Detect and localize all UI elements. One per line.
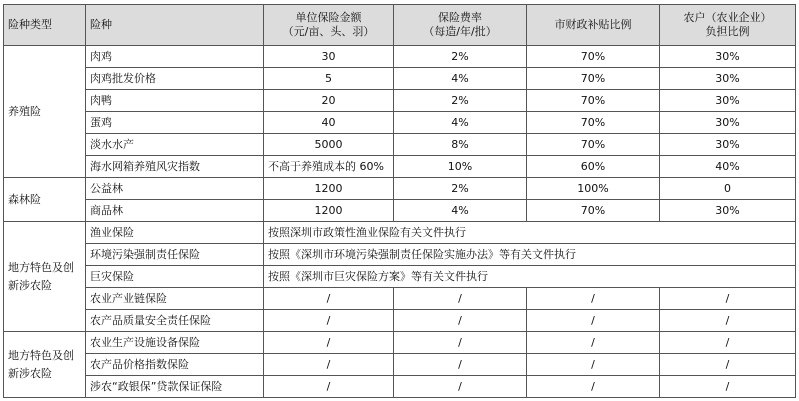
header-amount-line2: （元/亩、头、羽）: [282, 25, 375, 38]
farmer-cell: 30%: [660, 200, 796, 222]
subsidy-cell: 70%: [527, 134, 660, 156]
header-rate: [394, 5, 527, 46]
header-amount-line1: 单位保险金额: [295, 11, 362, 24]
header-type: 险种类型: [4, 5, 86, 46]
insurance-name: 淡水水产: [86, 134, 264, 156]
amount-cell: 30: [264, 46, 394, 68]
insurance-name: 农产品质量安全责任保险: [86, 310, 264, 332]
subsidy-cell: /: [527, 288, 660, 310]
insurance-name: 农业产业链保险: [86, 288, 264, 310]
insurance-name: 商品林: [86, 200, 264, 222]
table-row: [4, 310, 796, 332]
rate-cell: /: [394, 332, 527, 354]
table-row: [4, 200, 796, 222]
amount-cell: 5000: [264, 134, 394, 156]
rate-cell: /: [394, 288, 527, 310]
farmer-cell: 30%: [660, 46, 796, 68]
table-row: [4, 68, 796, 90]
insurance-name: 涉农“政银保”贷款保证保险: [86, 376, 264, 398]
subsidy-cell: /: [527, 354, 660, 376]
table-row: [4, 156, 796, 178]
insurance-name: 农业生产设施设备保险: [86, 332, 264, 354]
subsidy-cell: /: [527, 376, 660, 398]
amount-cell: /: [264, 354, 394, 376]
farmer-cell: 40%: [660, 156, 796, 178]
farmer-cell: 30%: [660, 134, 796, 156]
farmer-cell: /: [660, 310, 796, 332]
insurance-name: 肉鸭: [86, 90, 264, 112]
policy-note: 按照深圳市政策性渔业保险有关文件执行: [264, 222, 796, 244]
subsidy-cell: 100%: [527, 178, 660, 200]
rate-cell: 10%: [394, 156, 527, 178]
farmer-cell: /: [660, 354, 796, 376]
insurance-name: 蛋鸡: [86, 112, 264, 134]
amount-cell: 5: [264, 68, 394, 90]
rate-cell: 4%: [394, 200, 527, 222]
amount-cell: /: [264, 376, 394, 398]
header-subsidy: 市财政补贴比例: [527, 5, 660, 46]
header-rate-line1: 保险费率: [438, 11, 482, 24]
rate-cell: 2%: [394, 46, 527, 68]
farmer-cell: 30%: [660, 90, 796, 112]
rate-cell: /: [394, 354, 527, 376]
table-row: [4, 266, 796, 288]
header-row: [4, 5, 796, 46]
rate-cell: 4%: [394, 68, 527, 90]
insurance-name: 巨灾保险: [86, 266, 264, 288]
table-row: [4, 376, 796, 398]
table-row: [4, 90, 796, 112]
farmer-cell: /: [660, 332, 796, 354]
rate-cell: /: [394, 376, 527, 398]
category-forest: 森林险: [4, 178, 86, 222]
amount-cell: 20: [264, 90, 394, 112]
subsidy-cell: 70%: [527, 112, 660, 134]
insurance-name: 环境污染强制责任保险: [86, 244, 264, 266]
amount-cell: /: [264, 310, 394, 332]
table-row: [4, 46, 796, 68]
header-name: 险种: [86, 5, 264, 46]
insurance-name: 肉鸡批发价格: [86, 68, 264, 90]
table-row: [4, 354, 796, 376]
header-farmer-line1: 农户（农业企业）: [683, 11, 772, 24]
rate-cell: 2%: [394, 178, 527, 200]
table-row: [4, 332, 796, 354]
amount-cell: 1200: [264, 200, 394, 222]
table-row: [4, 222, 796, 244]
header-amount: [264, 5, 394, 46]
rate-cell: 8%: [394, 134, 527, 156]
rate-cell: /: [394, 310, 527, 332]
farmer-cell: 30%: [660, 112, 796, 134]
header-farmer-line2: 负担比例: [705, 25, 750, 38]
policy-note: 按照《深圳市环境污染强制责任保险实施办法》等有关文件执行: [264, 244, 796, 266]
insurance-name: 公益林: [86, 178, 264, 200]
insurance-name: 农产品价格指数保险: [86, 354, 264, 376]
insurance-name: 肉鸡: [86, 46, 264, 68]
subsidy-cell: 60%: [527, 156, 660, 178]
farmer-cell: /: [660, 376, 796, 398]
rate-cell: 2%: [394, 90, 527, 112]
amount-cell: 40: [264, 112, 394, 134]
amount-cell: /: [264, 288, 394, 310]
table-row: [4, 112, 796, 134]
table-row: [4, 134, 796, 156]
subsidy-cell: 70%: [527, 90, 660, 112]
subsidy-cell: 70%: [527, 200, 660, 222]
header-rate-line2: （每造/年/批）: [423, 25, 497, 38]
insurance-table: [3, 4, 796, 398]
subsidy-cell: 70%: [527, 46, 660, 68]
subsidy-cell: /: [527, 332, 660, 354]
farmer-cell: /: [660, 288, 796, 310]
category-local-1: 地方特色及创新涉农险: [4, 222, 86, 332]
amount-cell: 不高于养殖成本的 60%: [264, 156, 394, 178]
table-row: [4, 288, 796, 310]
subsidy-cell: /: [527, 310, 660, 332]
amount-cell: /: [264, 332, 394, 354]
policy-note: 按照《深圳市巨灾保险方案》等有关文件执行: [264, 266, 796, 288]
table-row: [4, 244, 796, 266]
category-breeding: 养殖险: [4, 46, 86, 178]
header-farmer: [660, 5, 796, 46]
farmer-cell: 0: [660, 178, 796, 200]
insurance-name: 渔业保险: [86, 222, 264, 244]
subsidy-cell: 70%: [527, 68, 660, 90]
farmer-cell: 30%: [660, 68, 796, 90]
rate-cell: 4%: [394, 112, 527, 134]
category-local-2: 地方特色及创新涉农险: [4, 332, 86, 398]
amount-cell: 1200: [264, 178, 394, 200]
table-row: [4, 178, 796, 200]
insurance-name: 海水网箱养殖风灾指数: [86, 156, 264, 178]
